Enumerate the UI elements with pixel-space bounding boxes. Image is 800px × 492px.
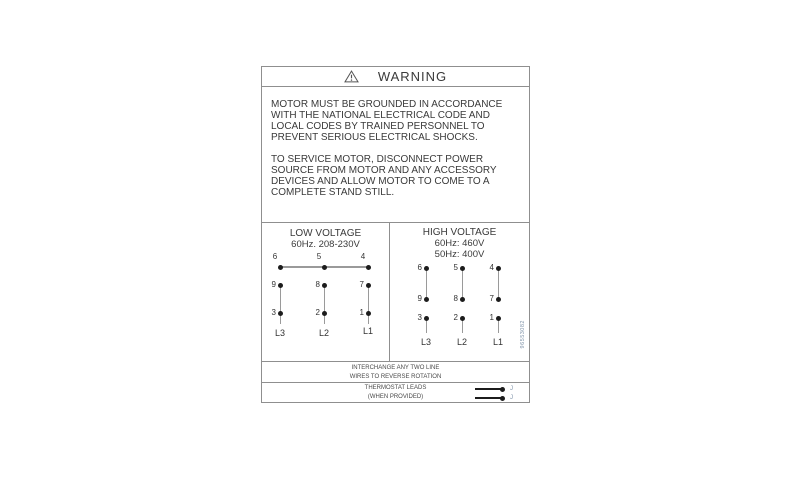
hv-terminal-number-6: 6 [417,263,422,272]
jumper-line [498,268,499,299]
lv-terminal-number-3: 3 [271,308,276,317]
wire-terminal-label: J [510,395,513,401]
lv-terminal-number-5: 5 [316,252,322,261]
service-warning-text [271,154,521,198]
lv-terminal-dot-6 [278,265,283,270]
hv-terminal-number-2: 2 [453,313,458,322]
thermostat-row [262,383,529,402]
lv-terminal-number-8: 8 [315,280,320,289]
lv-line-label-l2: L2 [318,328,329,338]
lv-terminal-dot-1 [366,311,371,316]
high-voltage-subtitle-50hz: 50Hz: 400V [434,249,485,260]
hv-line-label-l3: L3 [420,337,431,347]
hv-terminal-dot-4 [496,266,501,271]
hv-line-label-l1: L1 [492,337,503,347]
jumper-line [280,285,281,324]
warning-title: WARNING [377,69,448,84]
high-voltage-title: HIGH VOLTAGE [422,227,497,238]
hv-terminal-dot-8 [460,297,465,302]
lv-terminal-dot-3 [278,311,283,316]
rotation-note-row [262,362,529,383]
high-voltage-panel [390,223,529,361]
text-line: PREVENT SERIOUS ELECTRICAL SHOCKS. [271,132,478,143]
hv-terminal-dot-6 [424,266,429,271]
thermostat-leads-text: THERMOSTAT LEADS [364,385,427,391]
rotation-note-line2: WIRES TO REVERSE ROTATION [349,374,442,380]
wire-line [475,388,501,390]
lv-terminal-dot-7 [366,283,371,288]
hv-terminal-number-1: 1 [489,313,494,322]
jumper-line [368,285,369,324]
thermostat-lead-symbol [475,395,513,401]
hv-terminal-number-9: 9 [417,294,422,303]
text-line: LOCAL CODES BY TRAINED PERSONNEL TO [271,121,485,132]
lv-line-label-l1: L1 [362,326,373,336]
hv-terminal-number-7: 7 [489,294,494,303]
thermostat-provided-line [262,393,529,402]
thermostat-provided-text: (WHEN PROVIDED) [367,394,424,400]
lv-terminal-dot-4 [366,265,371,270]
drawing-number: 96553082 [520,320,526,349]
hv-terminal-dot-7 [496,297,501,302]
text-line: COMPLETE STAND STILL. [271,187,395,198]
high-voltage-subtitle-60hz: 60Hz: 460V [434,238,485,249]
warning-triangle-icon [344,70,359,83]
lv-terminal-number-2: 2 [315,308,320,317]
lv-terminal-dot-5 [322,265,327,270]
hv-line-label-l2: L2 [456,337,467,347]
motor-wiring-warning-label [261,66,530,403]
warning-header [262,67,529,87]
hv-terminal-dot-3 [424,316,429,321]
jumper-line [426,268,427,299]
lv-terminal-dot-9 [278,283,283,288]
wire-line [475,397,501,399]
grounding-warning-text [271,99,521,143]
jumper-line [462,268,463,299]
rotation-note-line1: INTERCHANGE ANY TWO LINE [351,365,440,371]
wire-terminal-dot [500,387,505,392]
low-voltage-title: LOW VOLTAGE [289,228,362,239]
text-line: WITH THE NATIONAL ELECTRICAL CODE AND [271,110,490,121]
lv-terminal-dot-8 [322,283,327,288]
jumper-line [324,285,325,324]
low-voltage-panel [262,223,390,361]
lv-terminal-number-6: 6 [272,252,278,261]
hv-terminal-number-4: 4 [489,263,494,272]
wiring-diagrams-section [262,223,529,362]
low-voltage-subtitle: 60Hz. 208-230V [291,239,360,250]
hv-terminal-number-8: 8 [453,294,458,303]
lv-terminal-number-9: 9 [271,280,276,289]
lv-terminal-dot-2 [322,311,327,316]
text-line: MOTOR MUST BE GROUNDED IN ACCORDANCE [271,99,503,110]
text-line: DEVICES AND ALLOW MOTOR TO COME TO A [271,176,490,187]
warning-body [262,87,529,223]
text-line: SOURCE FROM MOTOR AND ANY ACCESSORY [271,165,497,176]
hv-terminal-number-3: 3 [417,313,422,322]
thermostat-leads-line [262,384,529,393]
hv-terminal-dot-9 [424,297,429,302]
lv-terminal-number-1: 1 [359,308,364,317]
wire-terminal-dot [500,396,505,401]
hv-terminal-dot-1 [496,316,501,321]
hv-terminal-dot-5 [460,266,465,271]
text-line: TO SERVICE MOTOR, DISCONNECT POWER [271,154,484,165]
hv-terminal-number-5: 5 [453,263,458,272]
hv-terminal-dot-2 [460,316,465,321]
thermostat-lead-symbol [475,386,513,392]
lv-terminal-number-4: 4 [360,252,366,261]
wire-terminal-label: J [510,386,513,392]
lv-line-label-l3: L3 [274,328,285,338]
lv-terminal-number-7: 7 [359,280,364,289]
